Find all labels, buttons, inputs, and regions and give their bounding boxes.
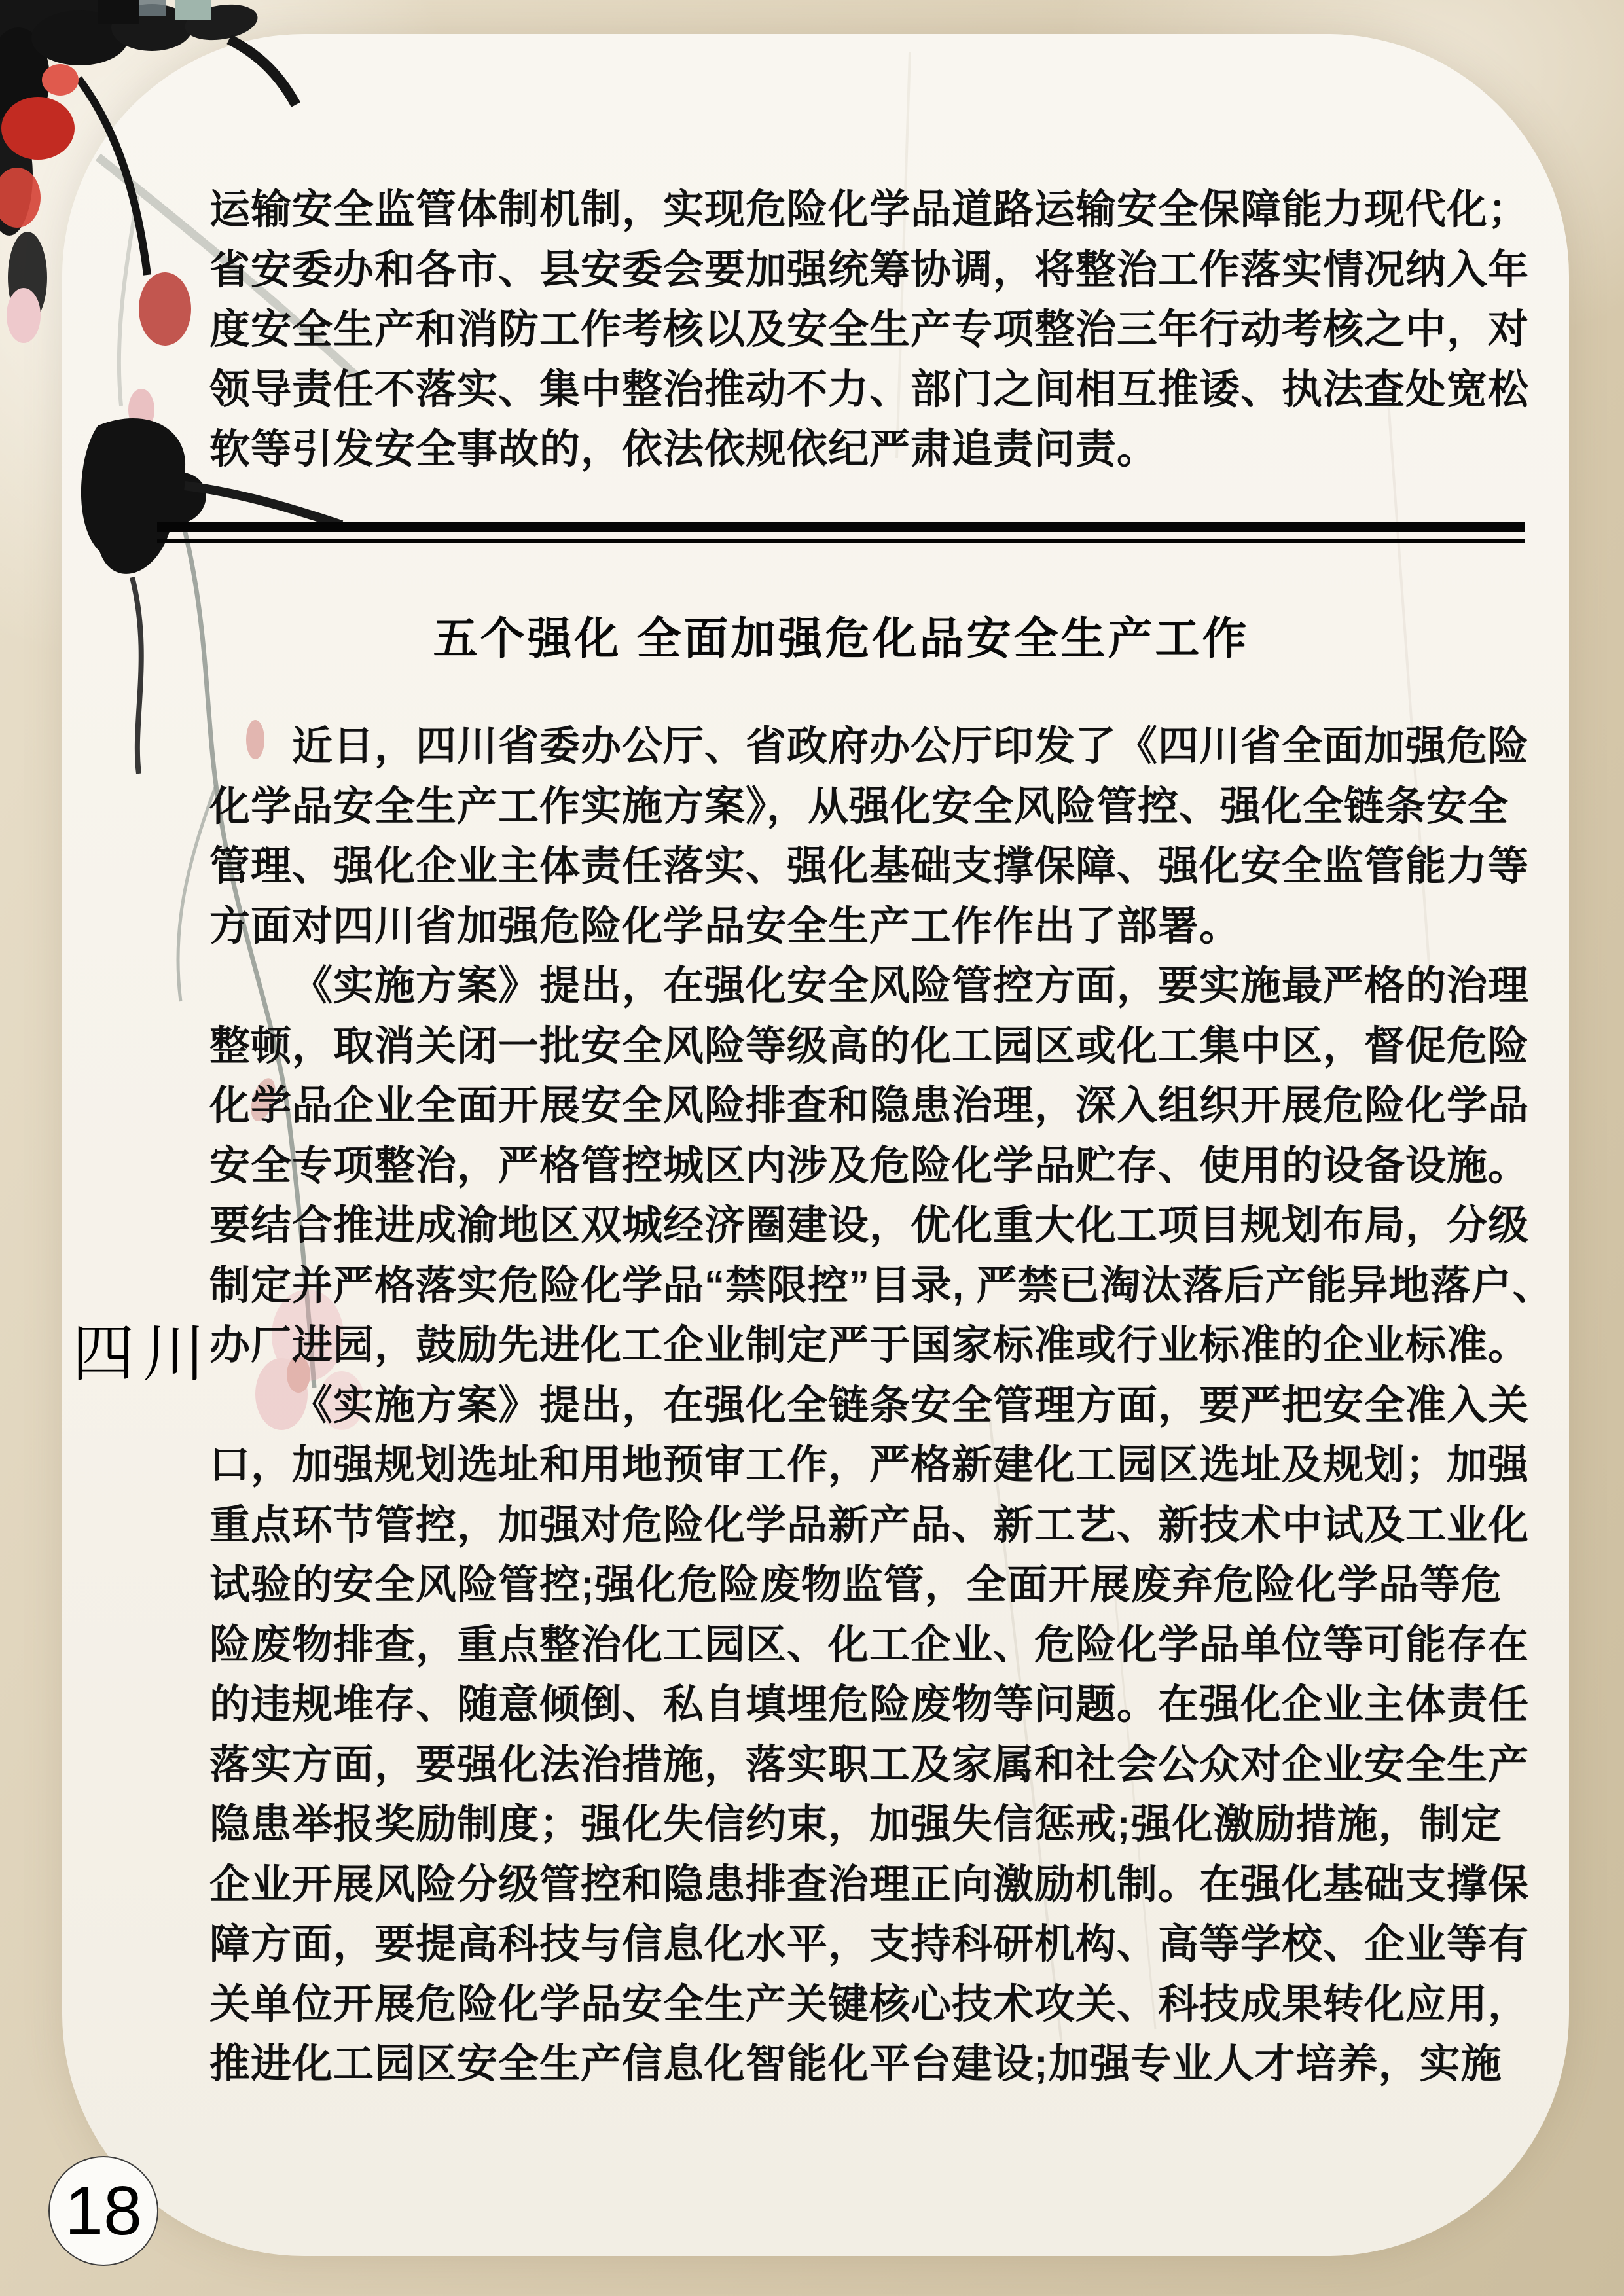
text-line: 安全专项整治，严格管控城区内涉及危险化学品贮存、使用的设备设施。 [209, 1143, 1530, 1189]
section-divider [157, 522, 1525, 545]
text-line: 落实方面，要强化法治措施，落实职工及家属和社会公众对企业安全生产 [209, 1742, 1530, 1787]
text-line: 关单位开展危险化学品安全生产关键核心技术攻关、科技成果转化应用， [209, 1981, 1530, 2027]
text-line: 《实施方案》提出，在强化安全风险管控方面，要实施最严格的治理 [292, 963, 1530, 1009]
divider-thin-rule [157, 539, 1525, 543]
text-line: 试验的安全风险管控;强化危险废物监管，全面开展废弃危险化学品等危 [209, 1562, 1502, 1607]
text-line: 运输安全监管体制机制，实现危险化学品道路运输安全保障能力现代化； [209, 187, 1530, 232]
text-line: 重点环节管控，加强对危险化学品新产品、新工艺、新技术中试及工业化 [209, 1502, 1530, 1548]
text-line: 近日，四川省委办公厅、省政府办公厅印发了《四川省全面加强危险 [292, 724, 1530, 769]
text-line: 整顿，取消关闭一批安全风险等级高的化工园区或化工集中区，督促危险 [209, 1023, 1530, 1069]
text-line: 领导责任不落实、集中整治推动不力、部门之间相互推诿、执法查处宽松 [209, 367, 1530, 412]
text-line: 口，加强规划选址和用地预审工作，严格新建化工园区选址及规划；加强 [209, 1443, 1530, 1488]
text-line: 险废物排查，重点整治化工园区、化工企业、危险化学品单位等可能存在 [209, 1622, 1530, 1668]
page-number: 18 [65, 2172, 142, 2250]
text-line: 《实施方案》提出，在强化全链条安全管理方面，要严把安全准入关 [292, 1382, 1530, 1428]
text-line: 软等引发安全事故的，依法依规依纪严肃追责问责。 [209, 427, 1159, 472]
page-number-badge [48, 2156, 158, 2266]
text-line: 度安全生产和消防工作考核以及安全生产专项整治三年行动考核之中，对 [209, 307, 1530, 352]
text-line: 企业开展风险分级管控和隐患排查治理正向激励机制。在强化基础支撑保 [209, 1861, 1530, 1907]
text-line: 省安委办和各市、县安委会要加强统筹协调，将整治工作落实情况纳入年 [209, 247, 1530, 293]
text-line: 化学品企业全面开展安全风险排查和隐患治理，深入组织开展危险化学品 [209, 1083, 1530, 1128]
text-line: 制定并严格落实危险化学品“禁限控”目录, 严禁已淘汰落后产能异地落户、 [209, 1263, 1554, 1308]
article-heading: 五个强化 全面加强危化品安全生产工作 [433, 614, 1250, 664]
text-line: 办厂进园，鼓励先进化工企业制定严于国家标准或行业标准的企业标准。 [209, 1323, 1530, 1368]
intro-paragraph-column [209, 180, 1530, 480]
article-body-column [209, 717, 1554, 2094]
text-line: 管理、强化企业主体责任落实、强化基础支撑保障、强化安全监管能力等 [209, 844, 1530, 889]
paragraph [209, 717, 1530, 956]
paragraph [209, 180, 1530, 480]
text-line: 的违规堆存、随意倾倒、私自填埋危险废物等问题。在强化企业主体责任 [209, 1682, 1530, 1727]
text-line: 障方面，要提高科技与信息化水平，支持科研机构、高等学校、企业等有 [209, 1922, 1530, 1967]
text-line: 方面对四川省加强危险化学品安全生产工作作出了部署。 [209, 903, 1241, 949]
region-label: 四川 [72, 1319, 213, 1389]
text-line: 隐患举报奖励制度；强化失信约束，加强失信惩戒;强化激励措施，制定 [209, 1802, 1502, 1847]
paragraph [209, 1376, 1530, 2094]
divider-thick-rule [157, 522, 1525, 532]
text-line: 要结合推进成渝地区双城经济圈建设，优化重大化工项目规划布局，分级 [209, 1203, 1530, 1248]
text-line: 推进化工园区安全生产信息化智能化平台建设;加强专业人才培养，实施 [209, 2041, 1502, 2087]
paragraph [209, 956, 1554, 1376]
text-line: 化学品安全生产工作实施方案》，从强化安全风险管控、强化全链条安全 [209, 783, 1509, 829]
